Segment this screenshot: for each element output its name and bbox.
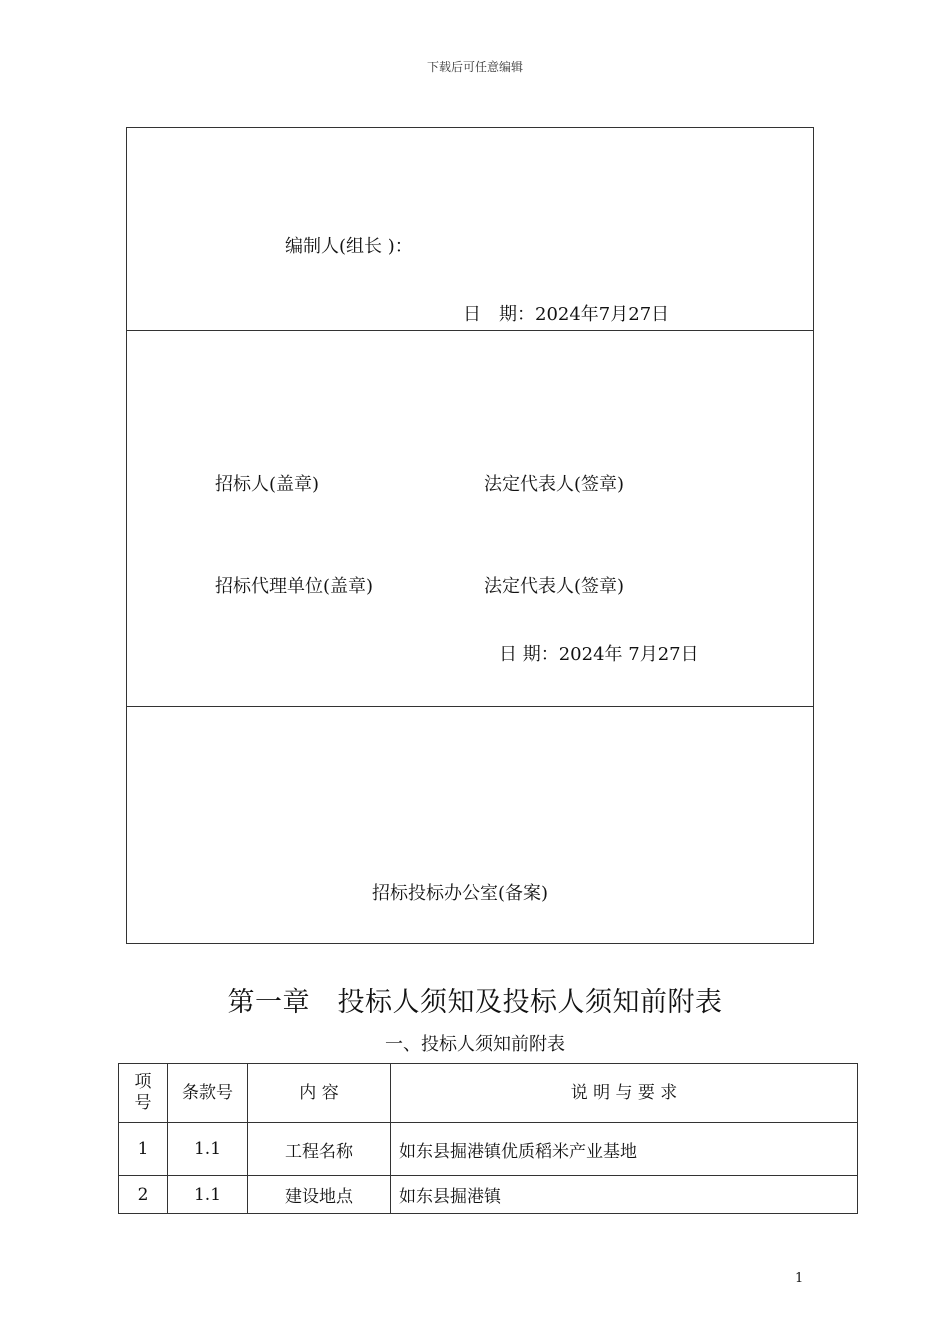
table-header-row (119, 1064, 858, 1123)
row-content: 工程名称 (248, 1123, 391, 1176)
agency-rep-label: 法定代表人(签章) (484, 576, 625, 597)
section-title: 一、投标人须知前附表 (385, 1034, 565, 1055)
agency-label: 招标代理单位(盖章) (215, 576, 374, 597)
compiler-date: 日 期：2024年7月27日 (463, 304, 670, 325)
page-number: 1 (795, 1271, 804, 1286)
tender-date: 日 期：2024年 7月27日 (499, 644, 699, 665)
tenderer-label: 招标人(盖章) (215, 474, 320, 495)
tenderer-rep-label: 法定代表人(签章) (484, 474, 625, 495)
front-attachment-table (118, 1063, 858, 1214)
office-section (127, 707, 813, 943)
row-clause-no: 1.1 (168, 1123, 248, 1176)
row-description: 如东县掘港镇 (391, 1176, 858, 1214)
header-content: 内 容 (248, 1064, 391, 1123)
row-clause-no: 1.1 (168, 1176, 248, 1214)
tenderer-section (127, 331, 813, 707)
table-row (119, 1123, 858, 1176)
row-content: 建设地点 (248, 1176, 391, 1214)
row-item-no: 1 (119, 1123, 168, 1176)
header-description: 说 明 与 要 求 (391, 1064, 858, 1123)
signature-block (126, 127, 814, 944)
row-item-no: 2 (119, 1176, 168, 1214)
compiler-section (127, 128, 813, 331)
header-note: 下载后可任意编辑 (426, 60, 523, 74)
table-row (119, 1176, 858, 1214)
row-description: 如东县掘港镇优质稻米产业基地 (391, 1123, 858, 1176)
chapter-title: 第一章 投标人须知及投标人须知前附表 (227, 987, 723, 1018)
compiler-label: 编制人(组长 )： (285, 236, 413, 257)
header-item-no (119, 1064, 168, 1123)
header-item-no-text: 项号 (134, 1072, 152, 1113)
office-label: 招标投标办公室(备案) (372, 883, 549, 904)
header-clause-no: 条款号 (168, 1064, 248, 1123)
